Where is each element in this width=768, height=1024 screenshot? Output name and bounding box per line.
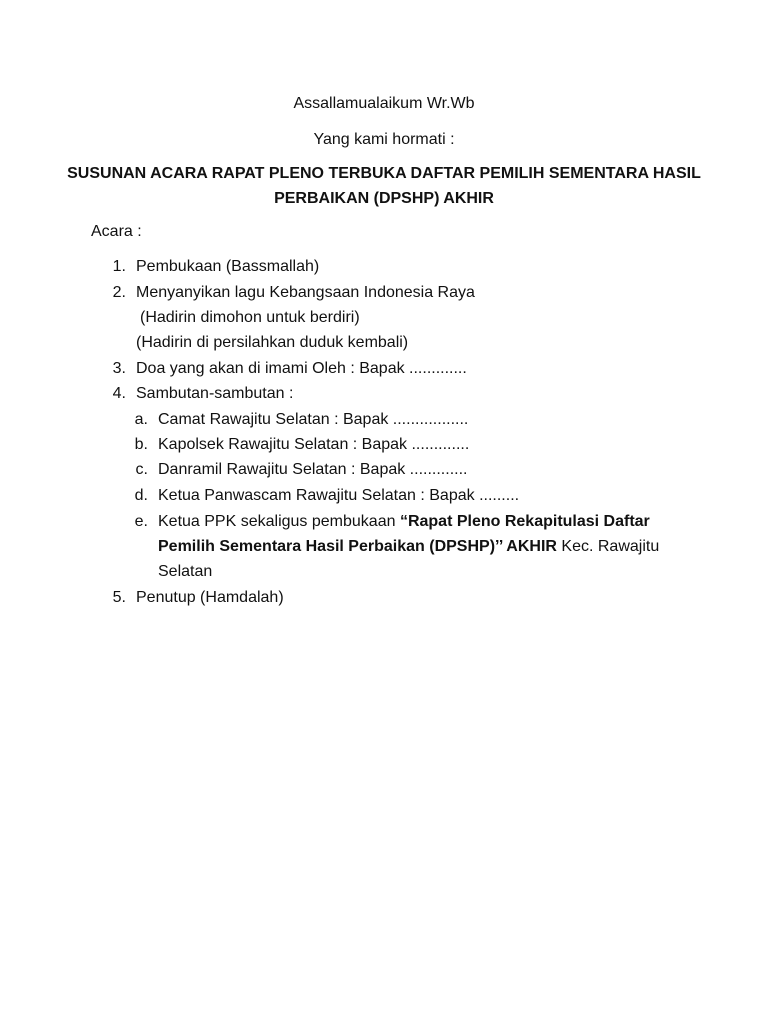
list-marker: 5.: [112, 589, 126, 606]
sublist-item-text: Ketua PPK sekaligus pembukaan: [158, 513, 400, 530]
list-item-note: (Hadirin di persilahkan duduk kembali): [136, 334, 409, 351]
list-item: Pembukaan (Bassmallah): [136, 258, 320, 275]
sublist-item-text: Kec. Rawajitu: [556, 538, 660, 555]
list-item: Menyanyikan lagu Kebangsaan Indonesia Raya: [136, 284, 475, 301]
sublist-marker: b.: [134, 436, 148, 453]
sublist-item-continuation: Selatan: [158, 563, 213, 580]
list-marker: 4.: [112, 385, 126, 402]
sublist-item: Danramil Rawajitu Selatan : Bapak .............: [158, 461, 468, 478]
sublist-item-emphasis: “Rapat Pleno Rekapitulasi Daftar: [399, 513, 650, 530]
document-title-line-2: PERBAIKAN (DPSHP) AKHIR: [274, 190, 494, 207]
sublist-item: Ketua Panwascam Rawajitu Selatan : Bapak .........: [158, 487, 520, 504]
list-marker: 1.: [112, 258, 126, 275]
agenda-label: Acara :: [91, 223, 142, 240]
sublist-item: Camat Rawajitu Selatan : Bapak .................: [158, 411, 469, 428]
sublist-marker: d.: [134, 487, 148, 504]
sublist-marker: e.: [134, 513, 148, 530]
document-title-line-1: SUSUNAN ACARA RAPAT PLENO TERBUKA DAFTAR PEMILIH SEMENTARA HASIL: [67, 165, 701, 182]
list-item: Sambutan-sambutan :: [136, 385, 294, 402]
sublist-item: [158, 512, 650, 532]
sublist-item-emphasis: Pemilih Sementara Hasil Perbaikan (DPSHP)’’ AKHIR: [158, 538, 557, 555]
list-item-note: (Hadirin dimohon untuk berdiri): [140, 309, 360, 326]
list-item: Doa yang akan di imami Oleh : Bapak .............: [136, 360, 467, 377]
list-marker: 3.: [112, 360, 126, 377]
salutation: Yang kami hormati :: [313, 131, 455, 148]
list-marker: 2.: [112, 284, 126, 301]
greeting: Assallamualaikum Wr.Wb: [293, 95, 475, 112]
sublist-item-continuation: [158, 537, 659, 557]
sublist-marker: a.: [134, 411, 148, 428]
list-item: Penutup (Hamdalah): [136, 589, 284, 606]
sublist-marker: c.: [135, 461, 148, 478]
sublist-item: Kapolsek Rawajitu Selatan : Bapak .............: [158, 436, 470, 453]
